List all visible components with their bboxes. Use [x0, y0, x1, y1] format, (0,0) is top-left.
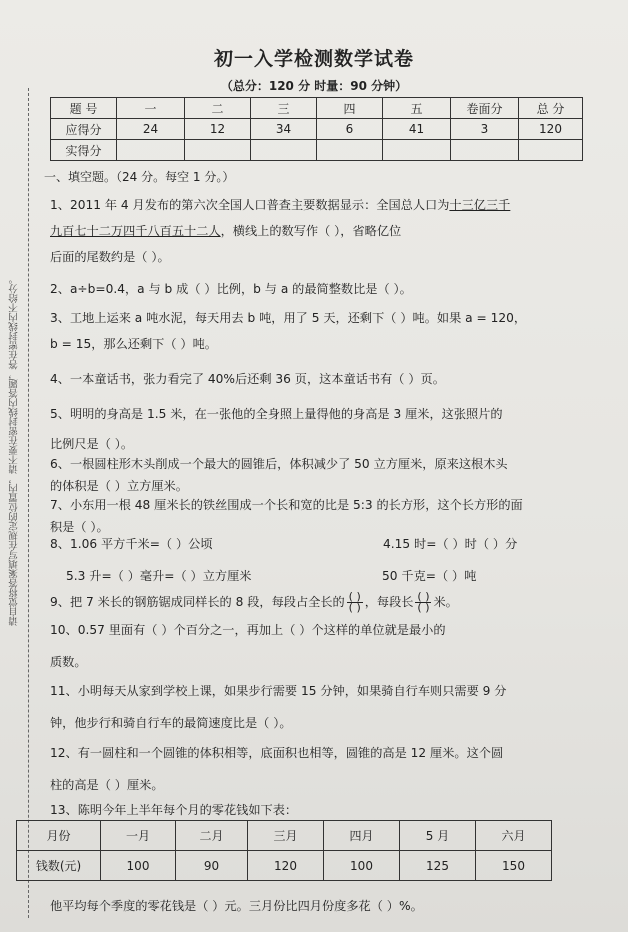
score-row-label: 应得分 — [51, 119, 117, 140]
question-12 — [50, 740, 595, 798]
question-13-intro: 13、陈明今年上半年每个月的零花钱如下表： — [50, 803, 298, 817]
question-8 — [50, 531, 595, 589]
q9-part1: 9、把 7 米长的钢筋锯成同样长的 8 段，每段占全长的 — [50, 595, 345, 609]
score-table — [50, 97, 583, 161]
q8-row1 — [50, 531, 595, 557]
q9-frac-bottom: ( ) — [348, 601, 361, 614]
q1-underlined-a: 十三亿三千 — [449, 198, 511, 212]
score-header-row — [51, 98, 583, 119]
money-value-cell: 100 — [101, 851, 176, 881]
q6-line1: 6、一根圆柱形木头削成一个最大的圆锥后，体积减少了 50 立方厘米，原来这根木头 — [50, 457, 508, 471]
side-note: 请自觉将答案填写在规定的位置内，请不要在密封线内答题，答在密封线内不给分。 — [9, 274, 20, 626]
score-value-cell: 34 — [251, 119, 317, 140]
score-header-cell: 一 — [117, 98, 185, 119]
score-header-cell: 二 — [185, 98, 251, 119]
money-value-cell: 125 — [400, 851, 476, 881]
score-blank-cell[interactable] — [251, 140, 317, 161]
q8-row2 — [50, 563, 595, 589]
score-header-cell: 卷面分 — [451, 98, 519, 119]
q9-frac-bottom: ( ) — [417, 601, 430, 614]
question-3 — [50, 305, 595, 357]
q11-line2: 钟，他步行和骑自行车的最简速度比是（ ）。 — [50, 716, 292, 730]
q3-line1: 3、工地上运来 a 吨水泥，每天用去 b 吨，用了 5 天，还剩下（ ）吨。如果 a = 120， — [50, 311, 527, 325]
q1-line3: 后面的尾数约是（ ）。 — [50, 250, 170, 264]
q9-part2: ，每段长 — [364, 595, 414, 609]
page-title: 初一入学检测数学试卷 — [213, 48, 414, 70]
score-blank-cell[interactable] — [451, 140, 519, 161]
score-value-cell: 41 — [383, 119, 451, 140]
q8-part-b: 4.15 时=（ ）时（ ）分 — [383, 537, 518, 551]
q7-line1: 7、小东用一根 48 厘米长的铁丝围成一个长和宽的比是 5:3 的长方形，这个长方形的面 — [50, 498, 523, 512]
q1-underlined-b: 九百七十二万四千八百五十二人 — [50, 224, 221, 238]
q5-line1: 5、明明的身高是 1.5 米，在一张他的全身照上量得他的身高是 3 厘米，这张照片的 — [50, 407, 503, 421]
score-blank-cell[interactable] — [317, 140, 383, 161]
q1-line2 — [50, 218, 595, 244]
q3-line2: b = 15，那么还剩下（ ）吨。 — [50, 337, 217, 351]
q9-fraction-blank[interactable] — [347, 592, 363, 613]
score-value-cell: 6 — [317, 119, 383, 140]
q9-part3: 米。 — [433, 595, 458, 609]
money-header-cell: 三月 — [248, 821, 324, 851]
q1-prefix: 1、2011 年 4 月发布的第六次全国人口普查主要数据显示：全国总人口为 — [50, 198, 450, 212]
money-header-cell: 月份 — [17, 821, 101, 851]
q9-frac-top: ( ) — [348, 590, 361, 603]
q10-line1: 10、0.57 里面有（ ）个百分之一，再加上（ ）个这样的单位就是最小的 — [50, 623, 446, 637]
q1-line2-rest: ，横线上的数写作（ ），省略亿位 — [220, 224, 402, 238]
q8-part-c: 5.3 升=（ ）毫升=（ ）立方厘米 — [66, 569, 252, 583]
pocket-money-table — [16, 820, 552, 881]
q12-line2: 柱的高是（ ）厘米。 — [50, 778, 164, 792]
page-subtitle: （总分：120 分 时量：90 分钟） — [220, 79, 408, 93]
question-5 — [50, 401, 595, 457]
money-header-row — [17, 821, 552, 851]
q12-line1: 12、有一圆柱和一个圆锥的体积相等，底面积也相等，圆锥的高是 12 厘米。这个圆 — [50, 746, 504, 760]
money-header-cell: 四月 — [324, 821, 400, 851]
q7-line2: 积是（ ）。 — [50, 520, 109, 534]
q5-line2: 比例尺是（ ）。 — [50, 437, 134, 451]
q9-frac-top: ( ) — [417, 590, 430, 603]
score-value-cell: 12 — [185, 119, 251, 140]
score-header-cell: 题 号 — [51, 98, 117, 119]
score-header-cell: 三 — [251, 98, 317, 119]
money-header-cell: 5 月 — [400, 821, 476, 851]
score-blank-cell[interactable] — [117, 140, 185, 161]
section-heading: 一、填空题。（24 分。每空 1 分。） — [44, 170, 235, 184]
money-value-cell: 100 — [324, 851, 400, 881]
score-header-cell: 四 — [317, 98, 383, 119]
money-header-cell: 二月 — [176, 821, 248, 851]
money-value-cell: 90 — [176, 851, 248, 881]
money-row-label: 钱数(元) — [17, 851, 101, 881]
money-value-cell: 150 — [476, 851, 552, 881]
question-10 — [50, 617, 595, 675]
question-13-tail: 他平均每个季度的零花钱是（ ）元。三月份比四月份度多花（ ）%。 — [50, 899, 423, 913]
q10-line2: 质数。 — [50, 655, 87, 669]
money-header-cell: 六月 — [476, 821, 552, 851]
score-blank-cell[interactable] — [185, 140, 251, 161]
money-value-cell: 120 — [248, 851, 324, 881]
score-row-label: 实得分 — [51, 140, 117, 161]
money-header-cell: 一月 — [101, 821, 176, 851]
question-11 — [50, 678, 595, 736]
score-value-cell: 24 — [117, 119, 185, 140]
score-blank-cell[interactable] — [519, 140, 583, 161]
q6-line2: 的体积是（ ）立方厘米。 — [50, 479, 188, 493]
question-4: 4、一本童话书，张力看完了 40%后还剩 36 页，这本童话书有（ ）页。 — [50, 372, 445, 386]
q1-line1 — [50, 192, 595, 218]
score-should-row — [51, 119, 583, 140]
score-actual-row — [51, 140, 583, 161]
score-value-cell: 3 — [451, 119, 519, 140]
q11-line1: 11、小明每天从家到学校上课，如果步行需要 15 分钟，如果骑自行车则只需要 9 分 — [50, 684, 507, 698]
money-value-row — [17, 851, 552, 881]
seal-line — [28, 88, 29, 918]
question-9 — [50, 589, 595, 615]
q8-part-a: 8、1.06 平方千米=（ ）公顷 — [50, 537, 213, 551]
score-header-cell: 五 — [383, 98, 451, 119]
question-2: 2、a÷b=0.4，a 与 b 成（ ）比例，b 与 a 的最简整数比是（ ）。 — [50, 282, 412, 296]
score-value-cell: 120 — [519, 119, 583, 140]
q9-fraction-blank-2[interactable] — [415, 592, 431, 613]
q8-part-d: 50 千克=（ ）吨 — [382, 569, 477, 583]
score-blank-cell[interactable] — [383, 140, 451, 161]
score-header-cell: 总 分 — [519, 98, 583, 119]
question-1 — [50, 192, 595, 270]
